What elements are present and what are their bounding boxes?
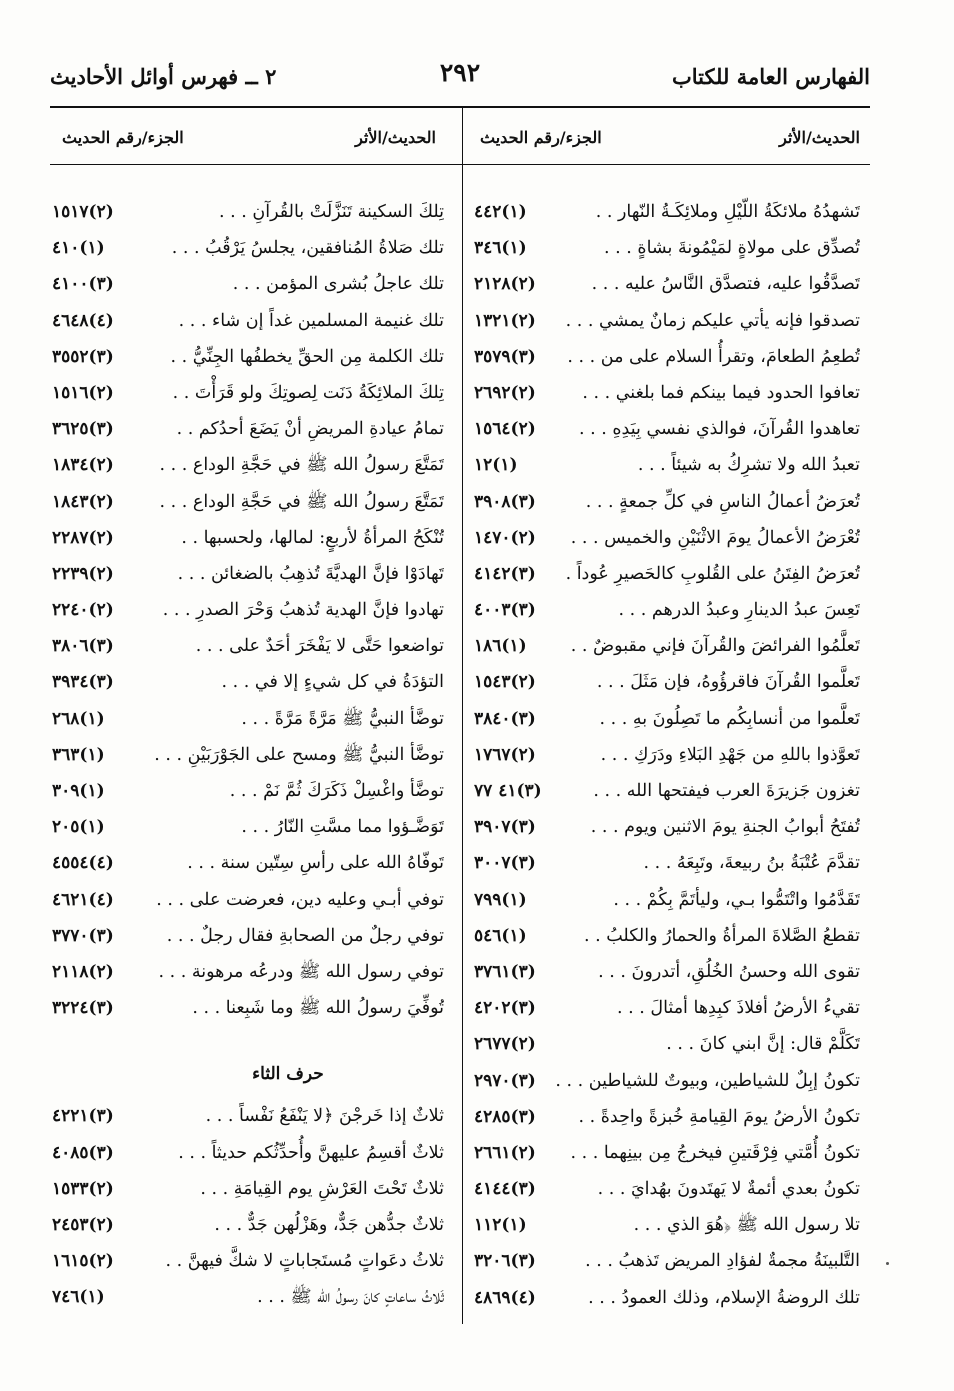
hadith-incipit: تَعلَّموا القُرآنَ فاقرؤُوهُ، فإن مَثَلَ . . .	[596, 672, 860, 693]
hadith-incipit: تُفتَحُ أبوابُ الجنةِ يومَ الاثنين ويوم . . .	[590, 817, 860, 838]
hadith-incipit: تهادوا فإنَّ الهدية تُذهبُ وَحْرَ الصدرِ . . .	[162, 600, 444, 621]
volume-hadith-number: (١)٧٤٦	[52, 1287, 105, 1308]
index-entry	[52, 556, 444, 592]
volume-hadith-number: (٣)٤١٤٢	[474, 563, 536, 584]
left-index-column	[52, 194, 444, 1315]
hadith-incipit: تِلكَ السكينة تَنَزَّلَتْ بالقُرآنِ . . .	[219, 202, 444, 222]
index-entry	[474, 556, 860, 592]
running-title-right: الفهارس العامة للكتاب	[671, 64, 870, 89]
volume-hadith-number: (٣)٤٢٠٢	[474, 998, 536, 1019]
index-entry	[52, 447, 444, 483]
hadith-incipit: تكونُ إبِلٌ للشياطين، وبيوتٌ للشياطين . . .	[555, 1070, 860, 1091]
volume-hadith-number: (٣)٣٥٥٢	[52, 346, 114, 367]
index-entry	[474, 592, 860, 628]
hadith-incipit: تُعْرَضُ الأعمالُ يومَ الاثْنَيْنِ والخميس . . .	[570, 527, 860, 548]
hadith-incipit: تَعلَّموا من أنسابِكُم ما تَصِلُونَ بهِ . . .	[599, 708, 860, 729]
index-entry	[52, 628, 444, 664]
hadith-incipit: التؤدَةُ في كل شيءٍ إلا في . . .	[221, 672, 444, 693]
volume-hadith-number: (٢)٢٢٤٠	[52, 600, 114, 621]
index-entry	[474, 447, 860, 483]
hadith-incipit: تَكَلَّمْ قال: إنَّ ابني كانَ . . .	[666, 1034, 860, 1055]
volume-hadith-number: (٣)٤١٠٠	[52, 274, 114, 295]
index-entry	[52, 411, 444, 447]
hadith-incipit: تَصدَّقُوا عليه، فتصدَّق النَّاسُ عليه . . .	[591, 274, 860, 295]
index-entry	[52, 1135, 444, 1171]
index-entry	[52, 266, 444, 302]
hadith-incipit: تلك الروضةُ الإسلام، وذلك العمودُ . . .	[588, 1287, 860, 1308]
left-col-head-hadith: الحديث/الأثر	[355, 128, 436, 147]
index-entry	[52, 1098, 444, 1134]
hadith-incipit: تغزون جَزيرَةَ العرب فيفتحها الله . . .	[593, 781, 860, 801]
volume-hadith-number: (٣)٤٢٢١	[52, 1106, 114, 1127]
hadith-incipit: توفي رجلٌ من الصحابةِ فقال رجلٌ . . .	[166, 925, 444, 946]
volume-hadith-number: (٣)٤١٤٤	[474, 1179, 536, 1200]
hadith-incipit: توفي رسول الله ﷺ ودرعُه مرهونة . . .	[158, 961, 444, 982]
volume-hadith-number: (٣)٤٠٠٣	[474, 600, 536, 621]
index-entry	[474, 737, 860, 773]
hadith-incipit: تَمَتَّعَ رسولُ الله ﷺ في حَجَّةِ الوداع . . .	[159, 455, 444, 476]
index-entry	[474, 230, 860, 266]
hadith-incipit: تلا رسول الله ﷺ ﴿هُوَ الذي . . .	[633, 1215, 860, 1236]
volume-hadith-number: (١)١٢	[474, 455, 518, 476]
index-entry	[474, 266, 860, 302]
index-entry	[52, 1171, 444, 1207]
header-rule	[50, 106, 870, 108]
volume-hadith-number: (٤)٤٥٥٤	[52, 853, 114, 874]
volume-hadith-number: (٣)٣٦٢٥	[52, 419, 114, 440]
hadith-incipit: تَعِسَ عبدُ الدينارِ وعبدُ الدرهم . . .	[618, 600, 860, 621]
hadith-incipit: تقدَّمَ عُتْبَةُ بنُ ربيعةَ، وتَبِعَهُ . . .	[643, 853, 860, 874]
section-title: حرف الثاء	[252, 1064, 324, 1085]
index-entry	[474, 701, 860, 737]
volume-hadith-number: (٢)١٧٦٧	[474, 744, 536, 765]
hadith-incipit: تلك عاجلُ بُشرى المؤمن . . .	[232, 274, 444, 295]
index-entry	[474, 1280, 860, 1316]
index-entry	[52, 701, 444, 737]
hadith-incipit: التَّلبينَةُ مجمةٌ لفؤادِ المريض تَذهبُ . . .	[585, 1251, 860, 1272]
volume-hadith-number: (١)٧٩٩	[474, 889, 527, 910]
volume-hadith-number: (١)٤١٠	[52, 238, 105, 259]
index-entry	[52, 1279, 444, 1315]
hadith-incipit: ثلاثُ دعَواتٍ مُستَجاباتٍ لا شكَّ فيهنَّ . .	[165, 1251, 444, 1272]
right-index-column	[474, 194, 860, 1316]
volume-hadith-number: (٣)٣٧٦١	[474, 961, 536, 982]
hadith-incipit: تُعرَضُ الفِتَنُ على القُلوبِ كالحَصيرِ عُوداً .	[565, 563, 860, 584]
hadith-incipit: تعبدُ الله ولا تشرِكُ به شيئاً . . .	[637, 455, 860, 476]
index-entry	[52, 809, 444, 845]
hadith-incipit: تَعوَّذوا باللهِ من جَهْدِ البَلاءِ ودَرَكِ . . .	[600, 744, 860, 765]
hadith-incipit: تُطعِمُ الطعامَ، وتقرأُ السلام على من . . .	[567, 346, 860, 367]
volume-hadith-number: (١)٥٤٦	[474, 925, 527, 946]
hadith-incipit: تمامُ عيادةِ المريضِ أنْ يَضَعَ أحدُكم . .	[176, 419, 444, 440]
running-title-left: ٢ ــ فهرس أوائل الأحاديث	[50, 64, 277, 89]
index-entry	[52, 990, 444, 1026]
volume-hadith-number: (٣)٤١ ٧٧	[474, 781, 542, 801]
volume-hadith-number: (٤)٤٦٤٨	[52, 310, 114, 331]
hadith-incipit: تَمَتَّعَ رسولُ الله ﷺ في حَجَّةِ الوداع . . .	[159, 491, 444, 512]
hadith-incipit: ثلاثٌ إذا خَرجْنَ ﴿لا يَنْفَعُ نَفْساً . . .	[205, 1106, 444, 1127]
volume-hadith-number: (١)١١٢	[474, 1215, 527, 1236]
hadith-incipit: تقطعُ الصَّلاةَ المرأةُ والحمارُ والكلبُ . .	[583, 925, 860, 946]
index-entry	[52, 303, 444, 339]
page-header	[50, 58, 870, 98]
index-entry	[52, 845, 444, 881]
hadith-incipit: تواضعوا حَتَّى لا يَفْخَرَ أحَدٌ على . . .	[195, 636, 444, 657]
index-entry	[474, 664, 860, 700]
index-entry	[474, 1063, 860, 1099]
index-entry	[474, 1207, 860, 1243]
hadith-incipit: تكونُ بعدي أئمةٌ لا يَهتَدونَ بهُدايَ . . .	[597, 1179, 860, 1200]
hadith-incipit: تكونُ الأرضُ يومَ القِيامةِ خُبزةً واحِدةً . .	[578, 1106, 860, 1127]
volume-hadith-number: (٢)١٥٦٤	[474, 419, 536, 440]
right-col-head-ref: الجزء/رقم الحديث	[480, 128, 602, 147]
volume-hadith-number: (٢)١٥٣٣	[52, 1178, 114, 1199]
hadith-incipit: ثلاثٌ أقسِمُ عليهنَّ وأُحدِّثُكم حديثاً . . .	[178, 1142, 444, 1163]
hadith-incipit: تصدقوا فإنه يأتي عليكم زمانٌ يمشي . . .	[565, 310, 860, 331]
index-entry	[474, 375, 860, 411]
volume-hadith-number: (٤)٤٦٢١	[52, 889, 114, 910]
column-divider	[462, 108, 463, 1324]
index-entry	[52, 882, 444, 918]
page-speck	[886, 1262, 889, 1265]
index-entry	[474, 845, 860, 881]
hadith-incipit: توفي أبـي وعليه دين، فعرضت على . . .	[156, 889, 444, 910]
hadith-incipit: تَوفّاهُ الله على رأسِ سِتّين سنة . . .	[187, 853, 444, 874]
volume-hadith-number: (٣)٢٩٧٠	[474, 1070, 536, 1091]
index-entry	[52, 375, 444, 411]
volume-hadith-number: (٣)٤٢٨٥	[474, 1106, 536, 1127]
index-entry	[52, 592, 444, 628]
index-entry	[474, 339, 860, 375]
hadith-incipit: تَقَدَّمُوا واتْتَمُّوا بـي، وليأتَمَّ بِكُمْ . . .	[613, 889, 860, 910]
volume-hadith-number: (٢)١٨٤٣	[52, 491, 114, 512]
volume-hadith-number: (٢)٢١١٨	[52, 961, 114, 982]
hadith-incipit: تَهادَوْا فإنَّ الهديَّةَ تُذهِبُ بالضغائن . . .	[177, 563, 444, 584]
hadith-incipit: ثلاثٌ جدُّهن جَدٌّ، وهَزْلُهن جَدٌّ . . .	[214, 1214, 444, 1235]
index-entry	[52, 484, 444, 520]
index-entry	[52, 773, 444, 809]
volume-hadith-number: (٣)٣٩٠٨	[474, 491, 536, 512]
hadith-incipit: تَعلَّمُوا الفرائضَ والقُرآنَ فإني مقبوضٌ . .	[570, 636, 860, 657]
volume-hadith-number: (٢)١٨٣٤	[52, 455, 114, 476]
right-col-head-hadith: الحديث/الأثر	[779, 128, 860, 147]
hadith-incipit: تُوفِّيَ رسولُ الله ﷺ وما شَبِعنا . . .	[192, 998, 444, 1019]
volume-hadith-number: (٣)٤٠٨٥	[52, 1142, 114, 1163]
hadith-incipit: تقوى الله وحسنُ الخُلُقِ، أتدرونَ . . .	[598, 961, 860, 982]
hadith-incipit: تكونُ أُمَّتي فِرْقَتينِ فيخرجُ مِن بينِهما . . .	[570, 1142, 860, 1163]
index-entry	[474, 194, 860, 230]
index-entry	[474, 918, 860, 954]
index-entry	[52, 194, 444, 230]
volume-hadith-number: (١)٤٤٢	[474, 202, 527, 222]
index-entry	[474, 411, 860, 447]
hadith-incipit: تلك غنيمة المسلمين غداً إن شاء . . .	[178, 310, 444, 331]
hadith-incipit: تلك صَلاةُ المُنافقين، يجلسُ يَرْقُبُ . . .	[171, 238, 444, 259]
index-entry	[474, 1026, 860, 1062]
index-entry	[474, 1243, 860, 1279]
hadith-incipit: تُعرَضُ أعمالُ الناسِ في كلِّ جمعةٍ . . .	[585, 491, 860, 512]
index-entry	[52, 520, 444, 556]
volume-hadith-number: (٢)٢٦٦١	[474, 1142, 536, 1163]
subheader-rule	[50, 164, 870, 165]
index-entry	[52, 737, 444, 773]
volume-hadith-number: (١)٣٠٩	[52, 781, 105, 801]
index-entry	[474, 1099, 860, 1135]
hadith-incipit: توضَّأ النبيُّ ﷺ مَرَّةً مَرَّةً . . .	[241, 708, 444, 729]
volume-hadith-number: (٣)٣٨٠٦	[52, 636, 114, 657]
volume-hadith-number: (٣)٣٨٤٠	[474, 708, 536, 729]
page-number: ٢٩٢	[439, 58, 481, 87]
volume-hadith-number: (٢)٢٢٣٩	[52, 563, 114, 584]
volume-hadith-number: (٤)٤٨٦٩	[474, 1287, 536, 1308]
volume-hadith-number: (٣)٣٢٠٦	[474, 1251, 536, 1272]
index-entry	[474, 520, 860, 556]
volume-hadith-number: (٣)٣٠٠٧	[474, 853, 536, 874]
volume-hadith-number: (٣)٣٩٣٤	[52, 672, 114, 693]
volume-hadith-number: (٢)١٤٧٠	[474, 527, 536, 548]
index-entry	[52, 230, 444, 266]
hadith-incipit: تَشهدُهُ ملائكَةُ اللّيْلِ وملائِكَـةُ النّهار . .	[595, 202, 860, 222]
volume-hadith-number: (١)٢٠٥	[52, 817, 105, 838]
index-entry	[52, 339, 444, 375]
volume-hadith-number: (٣)٣٩٠٧	[474, 817, 536, 838]
hadith-incipit: توضَّأ النبيُّ ﷺ ومسح على الجَوْرَبَيْنِ . . .	[154, 744, 444, 765]
index-entry	[52, 664, 444, 700]
index-entry	[474, 954, 860, 990]
index-entry	[474, 303, 860, 339]
hadith-incipit: تعاهدوا القُرآنَ، فوالذي نفسي بِيَدِهِ . . .	[579, 419, 860, 440]
volume-hadith-number: (٢)١٦١٥	[52, 1251, 114, 1272]
left-col-head-ref: الجزء/رقم الحديث	[62, 128, 184, 147]
hadith-incipit: تعافوا الحدود فيما بينكم فما بلغني . . .	[582, 382, 860, 403]
index-entry	[52, 1207, 444, 1243]
hadith-incipit: ثلاثٌ تَحْتَ العَرْشِ يوم القِيامَةِ . . .	[200, 1178, 444, 1199]
hadith-incipit: ثَلاثُ ساعاتٍ كانَ رسولُ الله ﷺ . . .	[257, 1287, 444, 1308]
volume-hadith-number: (٣)٣٧٧٠	[52, 925, 114, 946]
index-entry	[474, 1135, 860, 1171]
volume-hadith-number: (٢)٢٦٩٢	[474, 382, 536, 403]
volume-hadith-number: (٣)٣٢٢٤	[52, 998, 114, 1019]
volume-hadith-number: (٢)١٣٢١	[474, 310, 536, 331]
volume-hadith-number: (١)١٨٦	[474, 636, 527, 657]
index-entry	[474, 809, 860, 845]
volume-hadith-number: (١)٣٤٦	[474, 238, 527, 259]
index-entry	[52, 954, 444, 990]
volume-hadith-number: (١)٣٦٣	[52, 744, 105, 765]
volume-hadith-number: (٢)١٥٤٣	[474, 672, 536, 693]
index-entry	[52, 1243, 444, 1279]
hadith-incipit: تِلكَ الملائِكَةُ دَنَت لِصوتِكَ ولو قَرَأْتَ . .	[172, 382, 444, 403]
hadith-incipit: تُصدِّق على مولاةٍ لمَيْمُونةَ بشاةٍ . . .	[604, 238, 860, 259]
index-entry	[474, 484, 860, 520]
volume-hadith-number: (٣)٣٥٧٩	[474, 346, 536, 367]
volume-hadith-number: (٢)١٥١٧	[52, 202, 114, 222]
hadith-incipit: تلك الكلمة مِن الحقِّ يخطفُها الجِنِّيُّ . .	[170, 346, 444, 367]
hadith-incipit: تُنْكَحُ المرأةُ لأربعٍ: لمالها، ولحسبها . .	[181, 527, 444, 548]
volume-hadith-number: (١)٢٦٨	[52, 708, 105, 729]
volume-hadith-number: (٢)١٥١٦	[52, 382, 114, 403]
index-entry	[474, 990, 860, 1026]
volume-hadith-number: (٢)٢١٢٨	[474, 274, 536, 295]
index-entry	[474, 882, 860, 918]
index-entry	[52, 918, 444, 954]
index-entry	[474, 628, 860, 664]
hadith-incipit: تقيءُ الأرضُ أفلاذَ كبِدِها أمثالَ . . .	[616, 998, 860, 1019]
volume-hadith-number: (٢)٢٤٥٣	[52, 1214, 114, 1235]
hadith-incipit: توضَّأ واغْسِلْ ذَكَرَكَ ثُمَّ نَمْ . . .	[229, 781, 444, 801]
index-entry	[474, 1171, 860, 1207]
index-entry	[474, 773, 860, 809]
hadith-incipit: تَوَضَّـؤوا مما مسَّتِ النّارُ . . .	[241, 817, 444, 838]
volume-hadith-number: (٢)٢٦٧٧	[474, 1034, 536, 1055]
volume-hadith-number: (٢)٢٢٨٧	[52, 527, 114, 548]
